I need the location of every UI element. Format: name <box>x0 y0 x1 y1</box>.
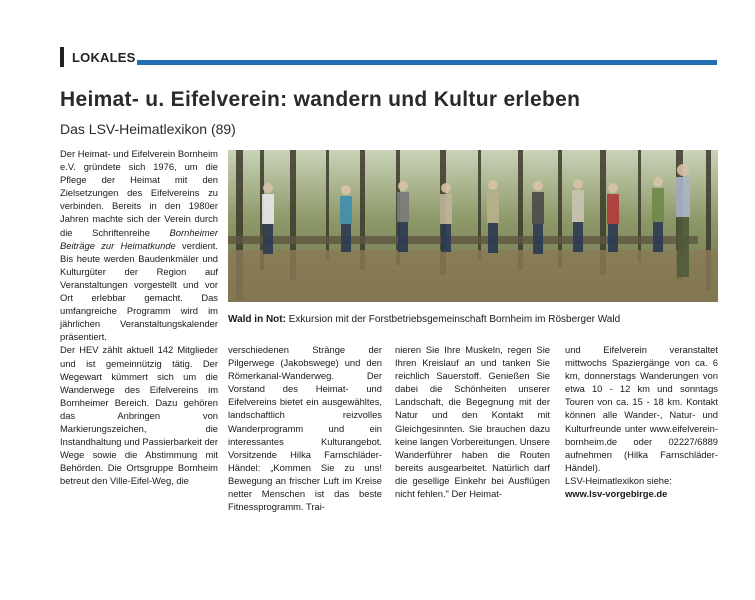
forest-excursion-photo <box>228 150 718 302</box>
paragraph: und Eifelverein veranstaltet mittwochs Spaziergänge von ca. 6 km, donnerstags Wanderungen von etwa 10 - 12 km und sonntags Touren von ca. 15 - 18 km. Kontakt können alle Wander-, Natur- und Kulturfreunde unter www.eifelverein-bornheim.de oder 02227/6889 aufnehmen (Hilka Farnschläder-Händel). <box>565 344 718 473</box>
article-column-1 <box>60 147 218 487</box>
section-rule <box>137 60 717 65</box>
article-column-3 <box>395 343 550 500</box>
section-marker <box>60 47 64 67</box>
photo-caption: Wald in Not: Exkursion mit der Forstbetriebsgemeinschaft Bornheim im Rösberger Wald <box>228 314 621 325</box>
article-column-2 <box>228 343 382 513</box>
headline: Heimat- u. Eifelverein: wandern und Kultur erleben <box>60 88 581 111</box>
paragraph: Der HEV zählt aktuell 142 Mitglieder und ist gemeinnützig tätig. Der Wegewart kümmert sich um die Wanderwege des Eifelvereins im Bornheimer Bereich. Dazu gehören das Anbringen von Markierungszeichen, die Instandhaltung und Passierbarkeit der Wege sowie die Abstimmung mit Behörden. Die Ortsgruppe Bornheim betreut den Ville-Eifel-Weg, die <box>60 344 218 487</box>
section-label: LOKALES <box>72 50 136 65</box>
paragraph: verschiedenen Stränge der Pilgerwege (Jakobswege) und den Römerkanal-Wanderweg. Der Vorstand des Heimat- und Eifelvereins bietet ein ausgewähltes, landschaftlich reizvolles Wanderprogramm und ein interessantes Kulturangebot. Vorsitzende Hilka Farnschläder-Händel: „Kommen Sie zu uns! Bewegung an frischer Luft im Kreise netter Menschen ist das beste Fitnessprogramm. Trai- <box>228 344 382 513</box>
website-link[interactable]: www.lsv-vorgebirge.de <box>565 488 668 500</box>
signoff-text: LSV-Heimatlexikon siehe: <box>565 474 672 486</box>
paragraph: nieren Sie Ihre Muskeln, regen Sie Ihren Kreislauf an und tanken Sie reichlich Sauerstoff. Genießen Sie dabei die Schönheiten unserer Landschaft, die Begegnung mit der Natur und den Kontakt mit Gleichgesinnten. Sie brauchen dazu keine langen Vorbereitungen. Unsere Wanderführer haben die Routen bereits ausgearbeitet. Natürlich darf die gesellige Einkehr bei Ausflügen nicht fehlen." Der Heimat- <box>395 344 550 500</box>
paragraph: Der Heimat- und Eifelverein Bornheim e.V. gründete sich 1976, um die Pflege der Heimat mit den Zielsetzungen des Eifelvereins zu verbinden. Bereits in den 1980er Jahren machte sich der Verein durch die Schriftenreihe Bornheimer Beiträge zur Heimatkunde verdient. Bis heute werden Baudenkmäler und Kulturgüter der Region auf Veranstaltungen vorgestellt und vor Ort erlebbar gemacht. Das umfangreiche Programm wird im jährlichen Veranstaltungskalender präsentiert. <box>60 148 219 343</box>
article-column-4 <box>565 343 718 500</box>
subheadline: Das LSV-Heimatlexikon (89) <box>60 121 236 137</box>
